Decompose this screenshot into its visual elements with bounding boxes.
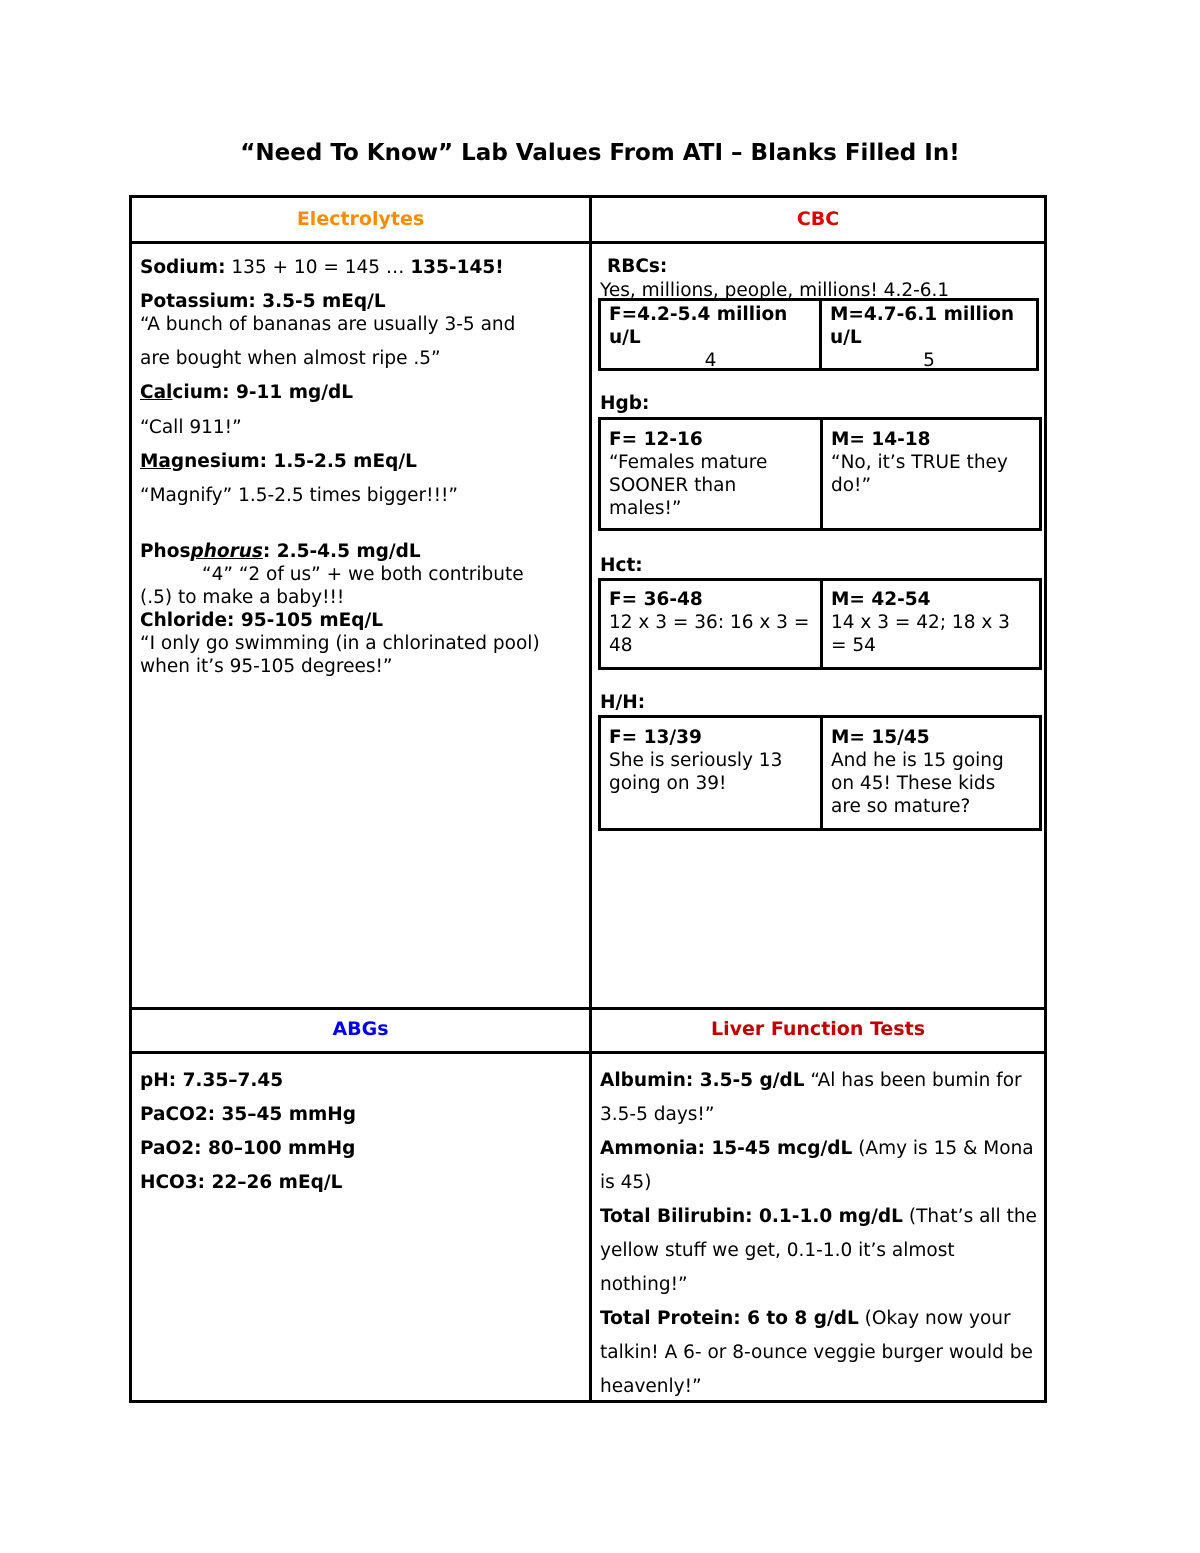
hco3-value: HCO3: 22–26 mEq/L: [140, 1172, 343, 1193]
chloride-tip: “I only go swimming (in a chlorinated pool): [140, 633, 540, 654]
calcium-line: Calcium: 9-11 mg/dL: [140, 382, 354, 403]
rbc-male: M=4.7-6.1 million u/L 5: [830, 304, 1015, 371]
header-divider-bottom: [132, 1051, 1044, 1054]
potassium-tip-2: are bought when almost ripe .5”: [140, 348, 441, 369]
rbc-box: [598, 298, 1039, 371]
chloride-tip-2: when it’s 95-105 degrees!”: [140, 656, 393, 677]
magnesium-tip: “Magnify” 1.5-2.5 times bigger!!!”: [140, 485, 458, 506]
ph-value: pH: 7.35–7.45: [140, 1070, 284, 1091]
column-divider: [589, 198, 592, 1400]
chloride-line: Chloride: 95-105 mEq/L: [140, 610, 384, 631]
abgs-cell: [140, 1064, 356, 1200]
potassium-tip: “A bunch of bananas are usually 3-5 and: [140, 314, 516, 335]
hct-label: Hct:: [600, 555, 643, 576]
hgb-female: F= 12-16 “Females mature SOONER than males!”: [609, 429, 768, 519]
calcium-tip: “Call 911!”: [140, 417, 242, 438]
rbc-female: F=4.2-5.4 million u/L 4: [609, 304, 788, 371]
pao2-value: PaO2: 80–100 mmHg: [140, 1138, 356, 1159]
hct-male: M= 42-54 14 x 3 = 42; 18 x 3 = 54: [831, 589, 1010, 656]
albumin-item: Albumin: 3.5-5 g/dL “Al has been bumin for 3.5-5 days!”: [600, 1070, 1022, 1125]
hh-box: [598, 715, 1042, 831]
lab-values-table: [129, 195, 1047, 1403]
hh-female: F= 13/39 She is seriously 13 going on 39!: [609, 727, 783, 794]
liver-header: Liver Function Tests: [710, 1018, 926, 1040]
potassium-line: Potassium: 3.5-5 mEq/L: [140, 291, 386, 312]
hgb-box: [598, 417, 1042, 531]
sodium-line: Sodium: 135 + 10 = 145 … 135-145!: [140, 257, 504, 278]
cbc-header: CBC: [796, 208, 840, 230]
hct-female: F= 36-48 12 x 3 = 36: 16 x 3 = 48: [609, 589, 810, 656]
paco2-value: PaCO2: 35–45 mmHg: [140, 1104, 357, 1125]
phosphorus-tip-2: (.5) to make a baby!!!: [140, 587, 345, 608]
header-divider-top: [132, 241, 1044, 244]
magnesium-line: Magnesium: 1.5-2.5 mEq/L: [140, 451, 417, 472]
bilirubin-item: Total Bilirubin: 0.1-1.0 mg/dL (That’s all the yellow stuff we get, 0.1-1.0 it’s almost nothing!”: [600, 1206, 1037, 1295]
hh-male: M= 15/45 And he is 15 going on 45! These kids are so mature?: [831, 727, 1004, 817]
protein-item: Total Protein: 6 to 8 g/dL (Okay now your talkin! A 6- or 8-ounce veggie burger would be heavenly!”: [600, 1308, 1033, 1397]
page-title: “Need To Know” Lab Values From ATI – Blanks Filled In!: [240, 140, 960, 166]
hgb-label: Hgb:: [600, 393, 650, 414]
hh-label: H/H:: [600, 692, 646, 713]
rbc-label: RBCs:: [607, 256, 668, 277]
hct-box: [598, 578, 1042, 670]
phosphorus-tip: “4” “2 of us” + we both contribute: [202, 564, 524, 585]
phosphorus-line: Phosphorus: 2.5-4.5 mg/dL: [140, 541, 421, 562]
liver-cell: [600, 1064, 1042, 1404]
rbc-tip: Yes, millions, people, millions! 4.2-6.1: [600, 280, 950, 301]
abgs-header: ABGs: [332, 1018, 389, 1040]
hgb-male: M= 14-18 “No, it’s TRUE they do!”: [831, 429, 1008, 496]
electrolytes-header: Electrolytes: [296, 208, 425, 230]
ammonia-item: Ammonia: 15-45 mcg/dL (Amy is 15 & Mona is 45): [600, 1138, 1034, 1193]
section-divider: [132, 1007, 1044, 1010]
